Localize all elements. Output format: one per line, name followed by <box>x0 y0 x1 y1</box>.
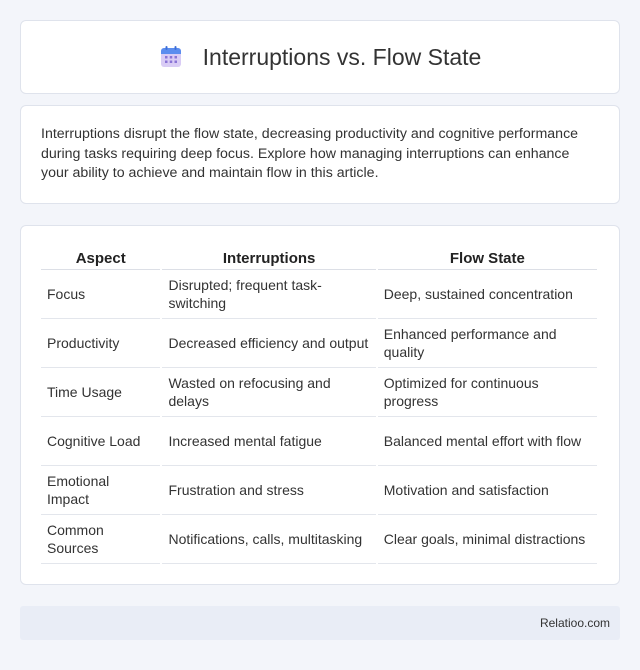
cell-flow-state: Deep, sustained concentration <box>378 270 597 319</box>
cell-aspect: Time Usage <box>41 368 160 417</box>
header-interruptions: Interruptions <box>162 244 375 270</box>
comparison-card <box>20 225 620 585</box>
cell-flow-state: Optimized for continuous progress <box>378 368 597 417</box>
cell-aspect: Cognitive Load <box>41 417 160 466</box>
table-header-row <box>41 244 597 270</box>
cell-flow-state: Clear goals, minimal distractions <box>378 515 597 564</box>
intro-text: Interruptions disrupt the flow state, decreasing productivity and cognitive performance during tasks requiring deep focus. Explore how managing interruptions can enhance your ability to achieve and maintain flow in this article. <box>41 126 579 181</box>
cell-aspect: Productivity <box>41 319 160 368</box>
table-row <box>41 417 597 466</box>
cell-interruptions: Notifications, calls, multitasking <box>162 515 375 564</box>
comparison-table <box>39 244 599 564</box>
cell-interruptions: Increased mental fatigue <box>162 417 375 466</box>
cell-aspect: Emotional Impact <box>41 466 160 515</box>
table-row <box>41 368 597 417</box>
table-row <box>41 515 597 564</box>
header-aspect: Aspect <box>41 244 160 270</box>
cell-flow-state: Balanced mental effort with flow <box>378 417 597 466</box>
cell-aspect: Common Sources <box>41 515 160 564</box>
table-row <box>41 466 597 515</box>
footer <box>20 606 620 640</box>
cell-interruptions: Frustration and stress <box>162 466 375 515</box>
title-card <box>20 20 620 94</box>
header-flow-state: Flow State <box>378 244 597 270</box>
footer-brand[interactable]: Relatioo.com <box>539 616 610 630</box>
cell-interruptions: Wasted on refocusing and delays <box>162 368 375 417</box>
cell-interruptions: Decreased efficiency and output <box>162 319 375 368</box>
cell-interruptions: Disrupted; frequent task-switching <box>162 270 375 319</box>
table-row <box>41 319 597 368</box>
cell-aspect: Focus <box>41 270 160 319</box>
cell-flow-state: Enhanced performance and quality <box>378 319 597 368</box>
page-title: Interruptions vs. Flow State <box>202 43 482 70</box>
table-row <box>41 270 597 319</box>
cell-flow-state: Motivation and satisfaction <box>378 466 597 515</box>
intro-card <box>20 105 620 204</box>
calendar-icon <box>159 45 183 69</box>
